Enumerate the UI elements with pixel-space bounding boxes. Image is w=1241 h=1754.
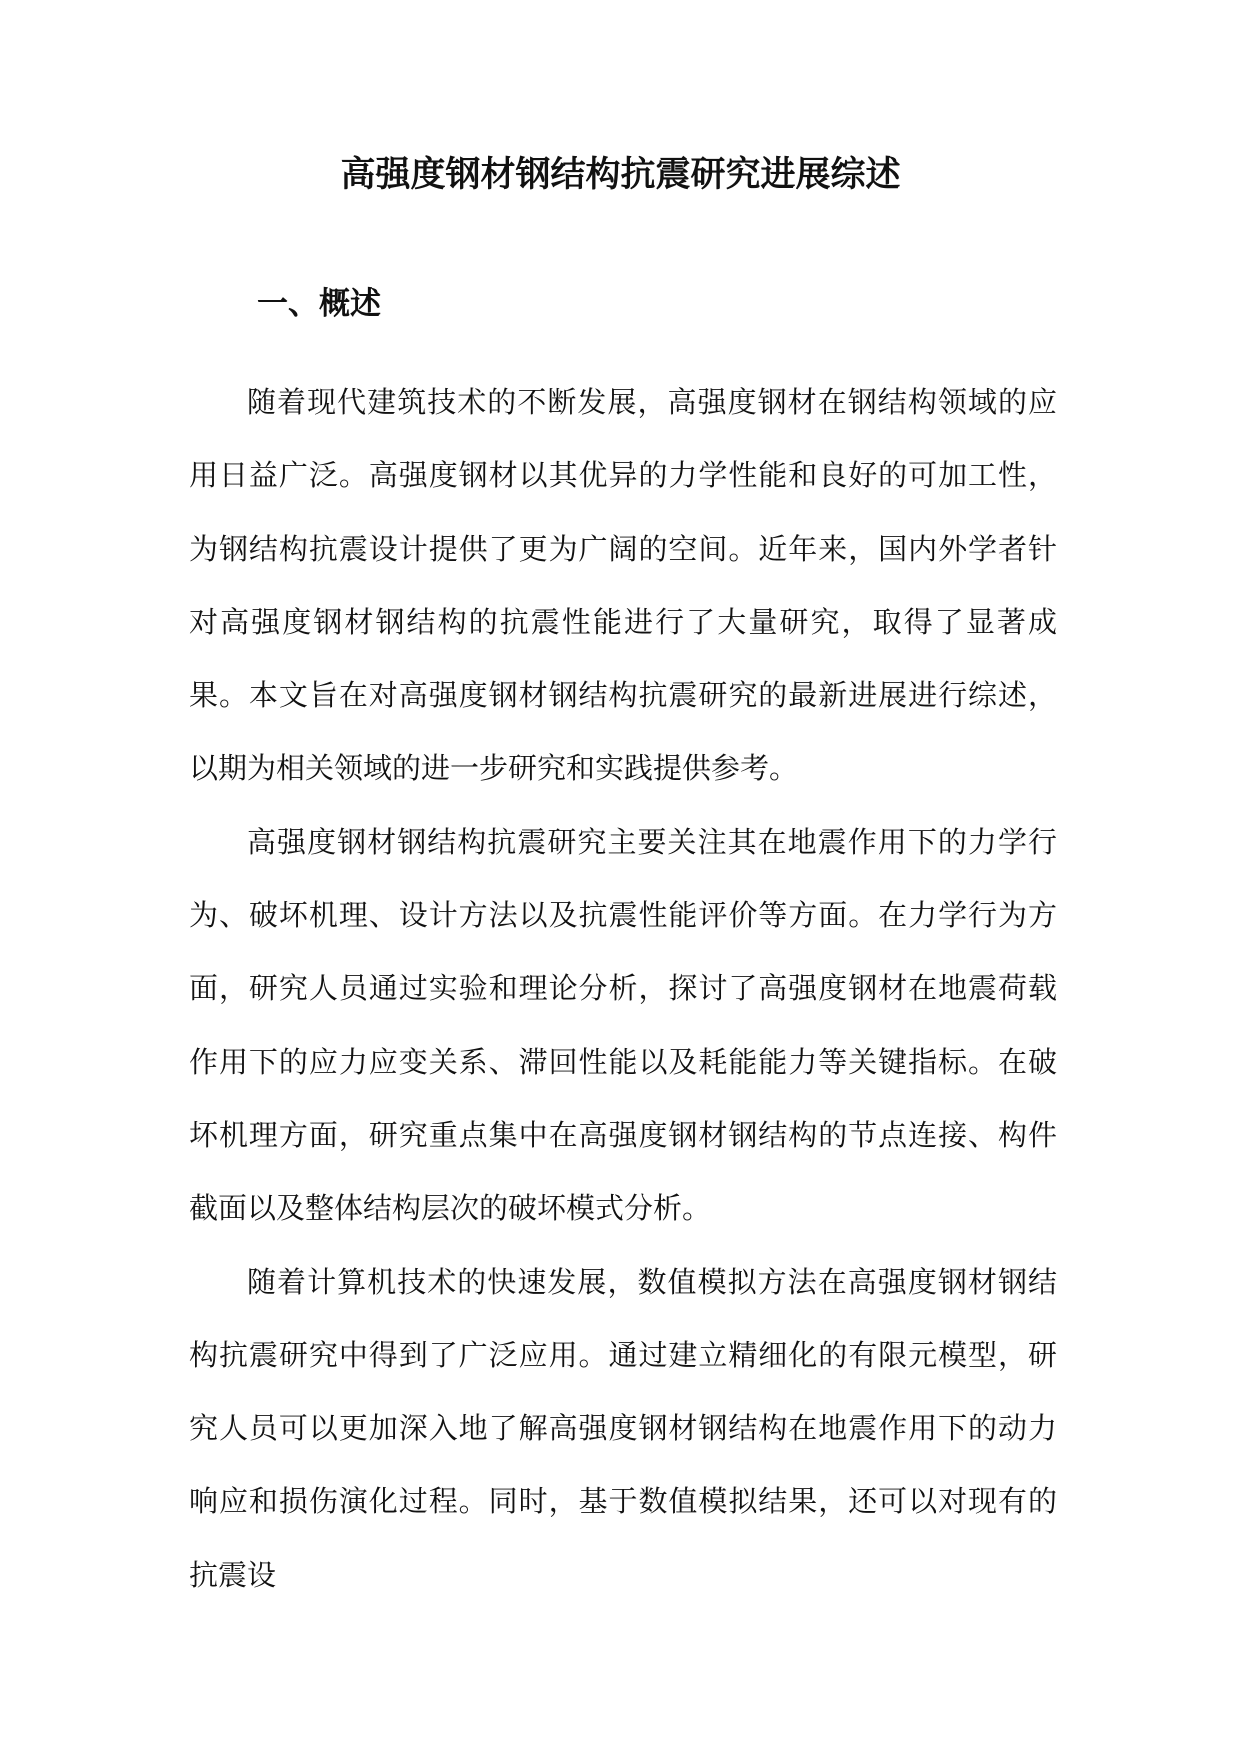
paragraph-2: 高强度钢材钢结构抗震研究主要关注其在地震作用下的力学行为、破坏机理、设计方法以及抗震性能评价等方面。在力学行为方面，研究人员通过实验和理论分析，探讨了高强度钢材在地震荷载作用下的应力应变关系、滞回性能以及耗能能力等关键指标。在破坏机理方面，研究重点集中在高强度钢材钢结构的节点连接、构件截面以及整体结构层次的破坏模式分析。 bbox=[189, 824, 1057, 1226]
paragraph-3: 随着计算机技术的快速发展，数值模拟方法在高强度钢材钢结构抗震研究中得到了广泛应用。通过建立精细化的有限元模型，研究人员可以更加深入地了解高强度钢材钢结构在地震作用下的动力响应和损伤演化过程。同时，基于数值模拟结果，还可以对现有的抗震设 bbox=[189, 1264, 1057, 1592]
document-body bbox=[189, 366, 1057, 1612]
document-title: 高强度钢材钢结构抗震研究进展综述 bbox=[340, 154, 901, 195]
paragraph-1: 随着现代建筑技术的不断发展，高强度钢材在钢结构领域的应用日益广泛。高强度钢材以其优异的力学性能和良好的可加工性，为钢结构抗震设计提供了更为广阔的空间。近年来，国内外学者针对高强度钢材钢结构的抗震性能进行了大量研究，取得了显著成果。本文旨在对高强度钢材钢结构抗震研究的最新进展进行综述，以期为相关领域的进一步研究和实践提供参考。 bbox=[189, 385, 1057, 786]
section-heading: 一、概述 bbox=[257, 286, 381, 322]
